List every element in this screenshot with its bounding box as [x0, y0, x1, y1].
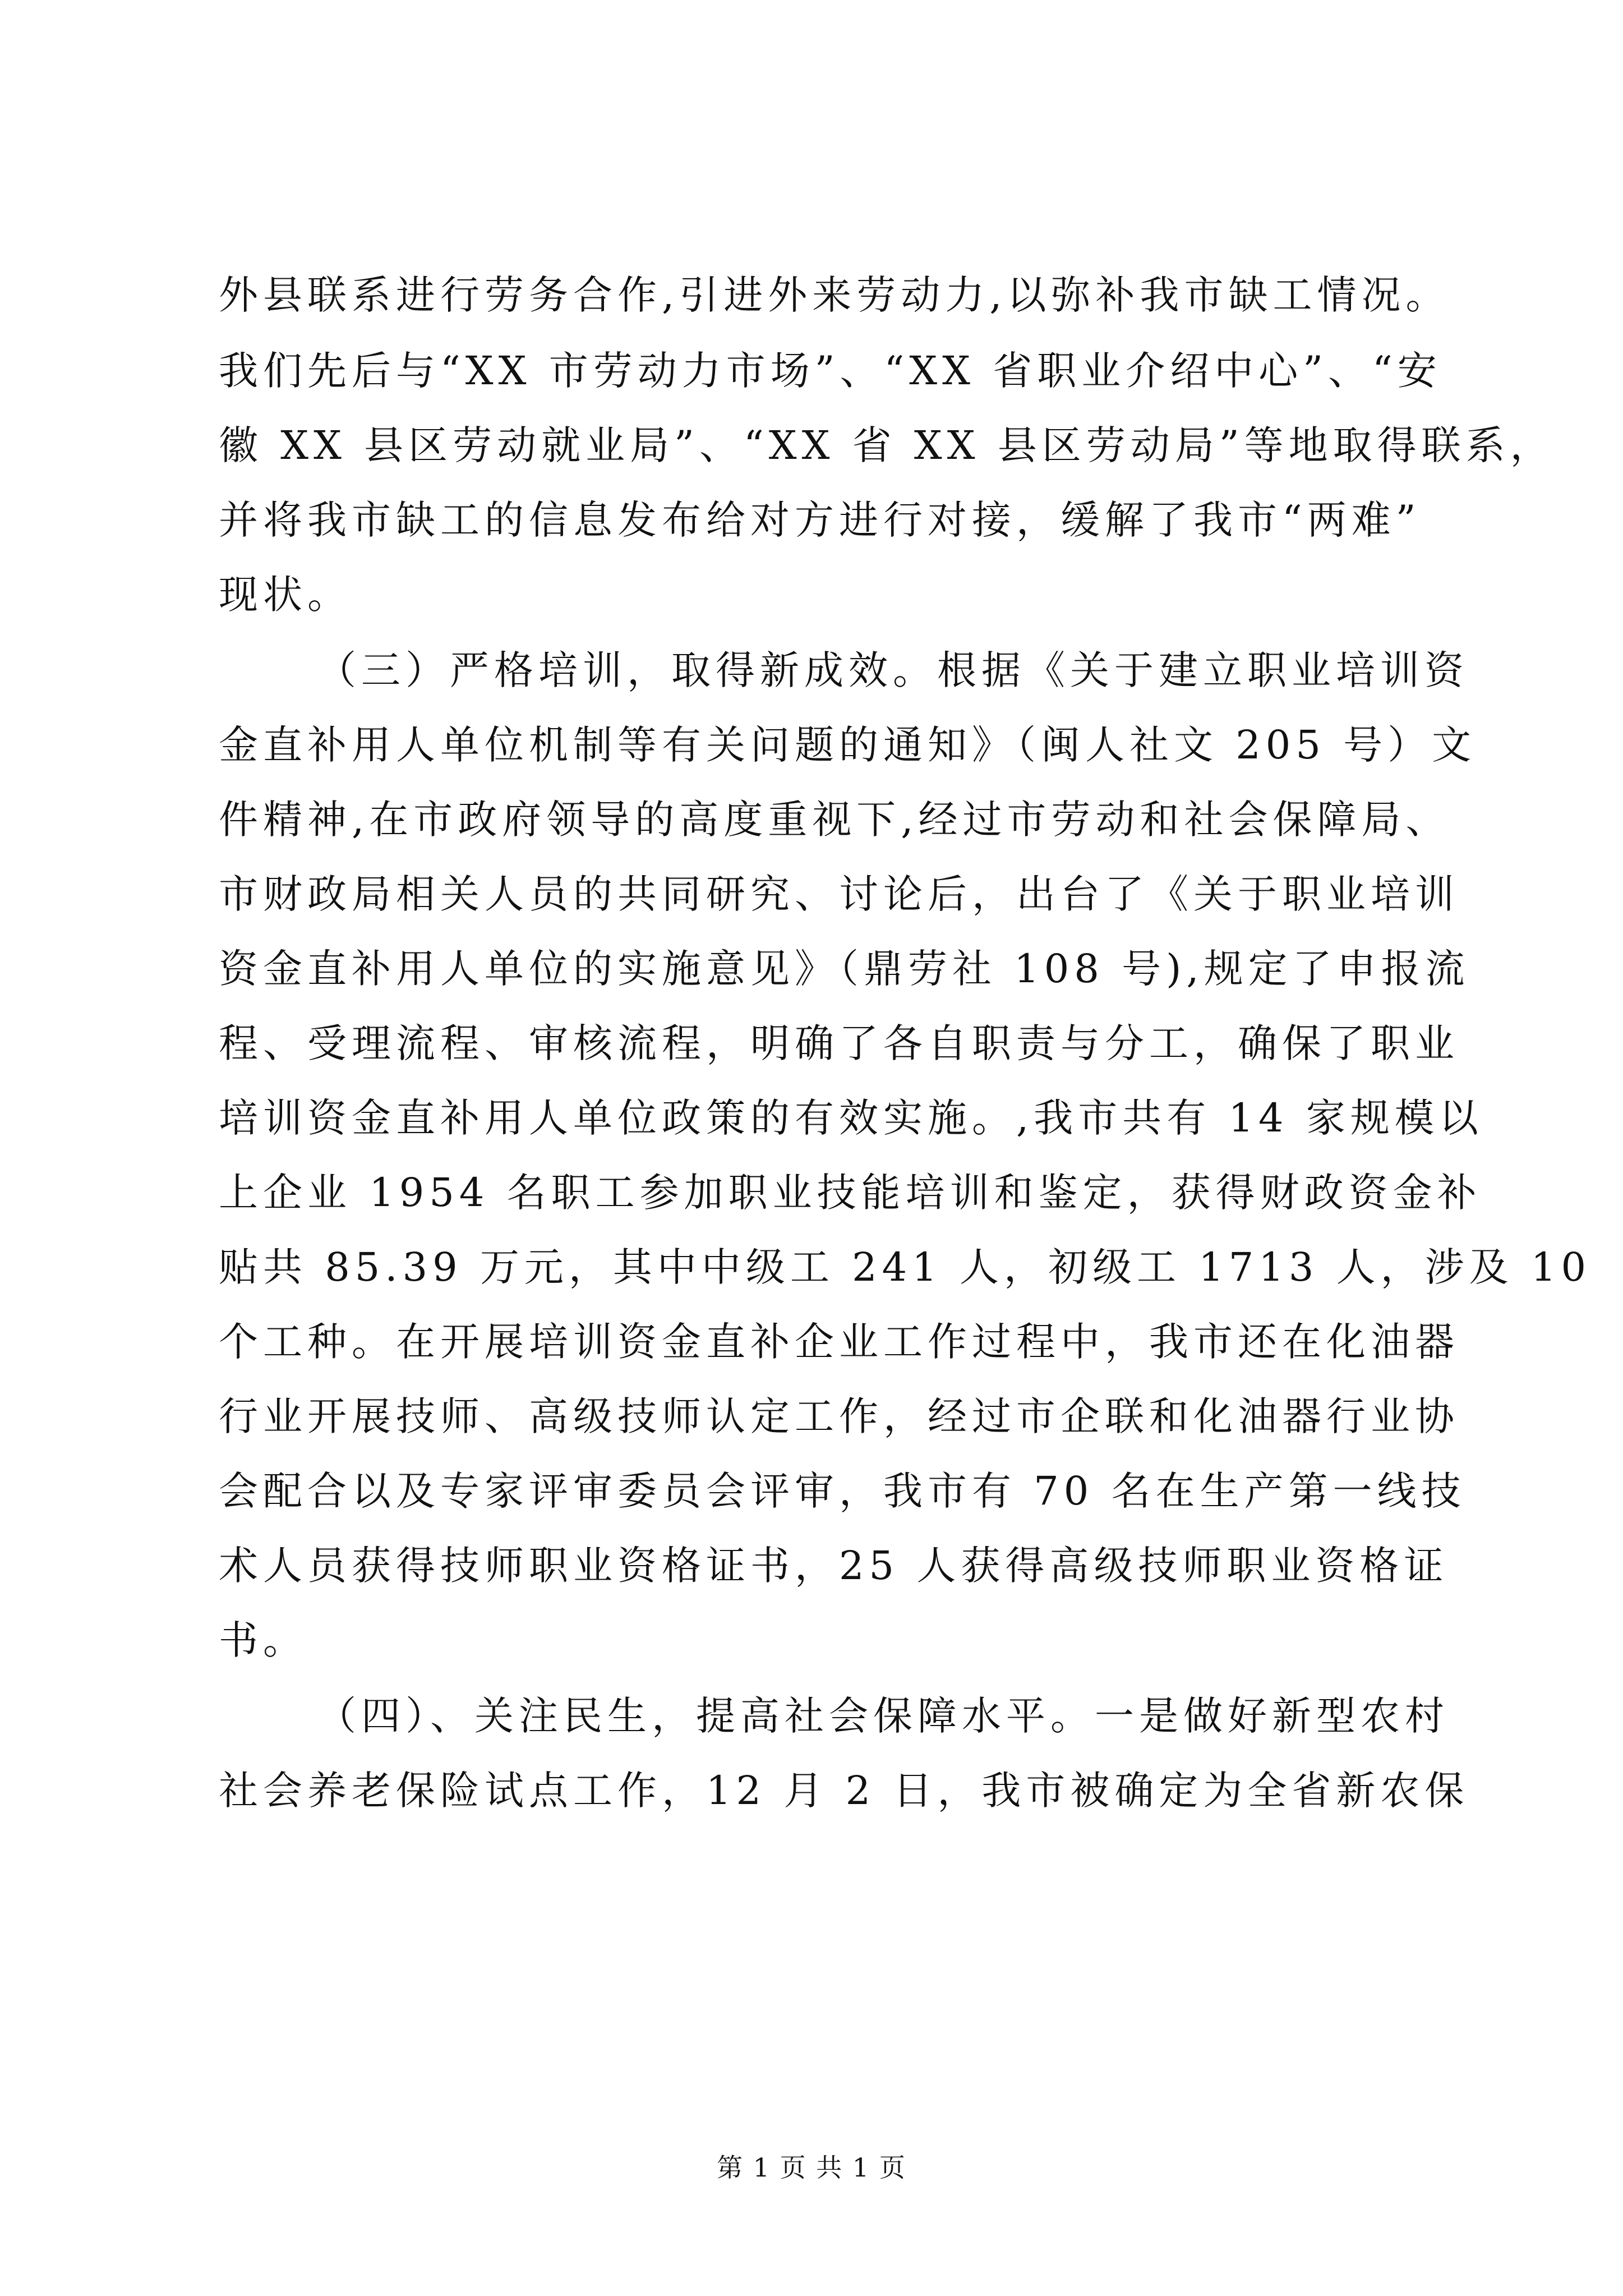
body-text-line: 贴共 85.39 万元，其中中级工 241 人，初级工 1713 人，涉及 10: [219, 1244, 1591, 1290]
body-text-line: 我们先后与“XX 市劳动力市场”、“XX 省职业介绍中心”、“安: [219, 348, 1442, 394]
body-text-line: 徽 XX 县区劳动就业局”、“XX 省 XX 县区劳动局”等地取得联系，: [219, 422, 1555, 468]
body-text-line: 外县联系进行劳务合作,引进外来劳动力,以弥补我市缺工情况。: [219, 272, 1450, 318]
body-text-line: 培训资金直补用人单位政策的有效实施。,我市共有 14 家规模以: [219, 1095, 1483, 1141]
body-text-line: 件精神,在市政府领导的高度重视下,经过市劳动和社会保障局、: [219, 797, 1450, 843]
page-footer: 第 1 页 共 1 页: [717, 2152, 906, 2183]
section-heading-line: （三）严格培训，取得新成效。根据《关于建立职业培训资: [317, 647, 1469, 693]
body-text-line: 社会养老保险试点工作，12 月 2 日，我市被确定为全省新农保: [219, 1768, 1469, 1814]
body-text-line: 金直补用人单位机制等有关问题的通知》（闽人社文 205 号）文: [219, 722, 1477, 768]
body-text-line: 行业开展技师、高级技师认定工作，经过市企联和化油器行业协: [219, 1393, 1459, 1439]
body-text-line: 术人员获得技师职业资格证书，25 人获得高级技师职业资格证: [219, 1543, 1449, 1589]
section-heading-line: （四）、关注民生，提高社会保障水平。一是做好新型农村: [317, 1693, 1449, 1739]
body-text-line: 并将我市缺工的信息发布给对方进行对接，缓解了我市“两难”: [219, 497, 1421, 543]
body-text-line: 资金直补用人单位的实施意见》（鼎劳社 108 号),规定了申报流: [219, 946, 1470, 992]
body-text-line: 个工种。在开展培训资金直补企业工作过程中，我市还在化油器: [219, 1319, 1459, 1365]
body-text-line: 会配合以及专家评审委员会评审，我市有 70 名在生产第一线技: [219, 1468, 1466, 1514]
body-text-line: 上企业 1954 名职工参加职业技能培训和鉴定，获得财政资金补: [219, 1170, 1482, 1216]
body-text-line: 书。: [219, 1617, 307, 1663]
body-text-line: 市财政局相关人员的共同研究、讨论后，出台了《关于职业培训: [219, 871, 1459, 917]
body-text-line: 程、受理流程、审核流程，明确了各自职责与分工，确保了职业: [219, 1020, 1459, 1066]
body-text-line: 现状。: [219, 572, 352, 618]
